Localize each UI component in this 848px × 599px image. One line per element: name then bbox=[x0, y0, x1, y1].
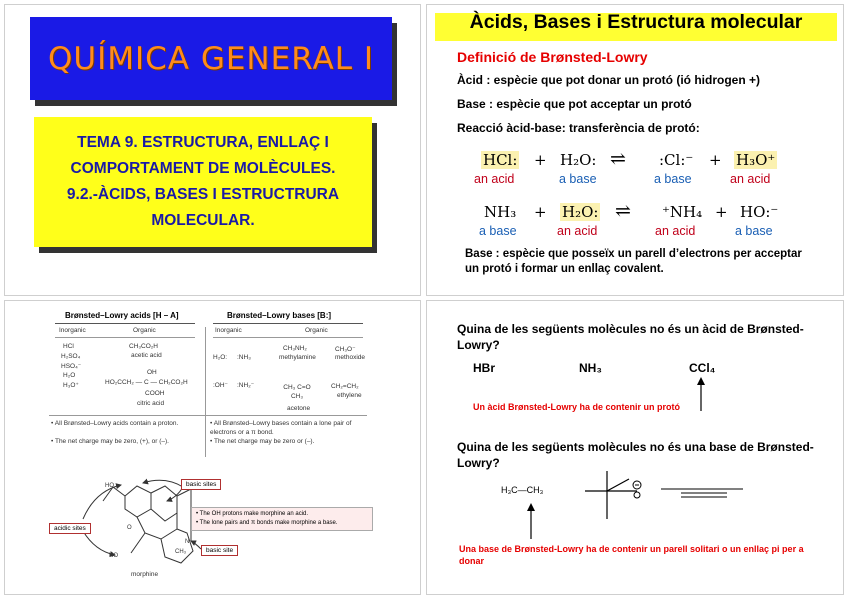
base-item: CH₂=CH₂ bbox=[331, 383, 359, 390]
callout-acidic-sites: acidic sites bbox=[49, 523, 91, 534]
slide-bronsted-definition bbox=[426, 4, 844, 296]
question-1: Quina de les següents molècules no és un àcid de Brønsted-Lowry? bbox=[457, 322, 804, 352]
base-definition: Base : espècie que pot acceptar un protó bbox=[457, 97, 692, 111]
acid-item: HO₂CCH₂ — C — CH₂CO₂H bbox=[105, 379, 188, 386]
base-item-name: acetone bbox=[287, 405, 311, 412]
base-item: :NH₂⁻ bbox=[237, 382, 255, 389]
q2-answer-arrow bbox=[525, 503, 537, 539]
eq1-plus-2: + bbox=[709, 151, 722, 169]
slide-heading: Àcids, Bases i Estructura molecular bbox=[469, 11, 803, 33]
acid-item: CH₃CO₂H bbox=[129, 343, 159, 350]
callout-basic-sites: basic sites bbox=[181, 479, 221, 490]
eq2-equilibrium-arrow: ⇌ bbox=[615, 200, 631, 222]
acid-bullet: • The net charge may be zero, (+), or (–). bbox=[51, 438, 169, 445]
bases-col-organic: Organic bbox=[305, 327, 328, 334]
eq2-ammonium: ⁺NH₄ bbox=[662, 203, 703, 221]
eq1-hcl: HCl: bbox=[483, 151, 518, 169]
acid-item: H₃O⁺ bbox=[63, 382, 79, 389]
base-bullet: • The net charge may be zero or (–). bbox=[210, 438, 315, 445]
q2-option-ethane: H₃C—CH₃ bbox=[501, 485, 544, 495]
topic-box bbox=[34, 117, 372, 247]
bases-col-inorganic: Inorganic bbox=[215, 327, 242, 334]
q1-answer: Un àcid Brønsted-Lowry ha de contenir un protó bbox=[473, 402, 681, 412]
note-line: • The lone pairs and π bonds make morphine a base. bbox=[196, 520, 338, 526]
q2-answer: Una base de Brønsted-Lowry ha de contenir un parell solitari o un enllaç pi per a donar bbox=[459, 544, 804, 566]
molecule-name: morphine bbox=[131, 571, 159, 578]
svg-text:HO: HO bbox=[105, 483, 114, 489]
bases-table-heading: Brønsted–Lowry bases [B:] bbox=[227, 311, 332, 320]
base-item: CH₃O⁻ bbox=[335, 346, 356, 353]
eq1-label-conj-base: a base bbox=[654, 172, 692, 186]
note-line: • The OH protons make morphine an acid. bbox=[196, 511, 309, 517]
acid-item-name: acetic acid bbox=[131, 352, 162, 359]
slide-acid-base-table bbox=[4, 300, 421, 595]
acid-item: OH bbox=[147, 369, 157, 376]
q1-answer-arrow bbox=[695, 377, 707, 411]
slide-title bbox=[4, 4, 421, 296]
acid-item: H₂O bbox=[63, 372, 76, 379]
eq2-label-acid: an acid bbox=[557, 224, 598, 238]
svg-text:CH₃: CH₃ bbox=[175, 549, 187, 555]
topic-line: MOLECULAR. bbox=[151, 212, 255, 229]
topic-line: COMPORTAMENT DE MOLÈCULES. bbox=[70, 160, 336, 177]
base-item-name: ethylene bbox=[337, 392, 362, 399]
q1-option-nh3: NH₃ bbox=[579, 361, 602, 375]
eq1-equilibrium-arrow: ⇌ bbox=[610, 148, 626, 170]
base-item: :NH₃ bbox=[237, 354, 251, 361]
acid-item: H₂SO₄ bbox=[61, 353, 81, 360]
eq2-label-conj-base: a base bbox=[735, 224, 773, 238]
eq1-label-acid: an acid bbox=[474, 172, 515, 186]
definition-subtitle: Definició de Brønsted-Lowry bbox=[457, 49, 648, 65]
slide-questions bbox=[426, 300, 844, 595]
acid-definition: Àcid : espècie que pot donar un protó (ió hidrogen +) bbox=[457, 73, 761, 87]
base-item: H₂O: bbox=[213, 354, 228, 361]
course-title: QUÍMICA GENERAL I bbox=[48, 40, 374, 77]
eq2-ammonia: NH₃ bbox=[484, 203, 517, 221]
svg-text:O: O bbox=[127, 525, 132, 531]
q2-options-structures bbox=[577, 469, 844, 521]
reaction-definition: Reacció àcid-base: transferència de protó: bbox=[457, 121, 700, 135]
callout-basic-site: basic site bbox=[201, 545, 238, 556]
morphine-note bbox=[191, 507, 373, 531]
eq2-label-conj-acid: an acid bbox=[655, 224, 696, 238]
acid-bullet: • All Brønsted–Lowry acids contain a proton. bbox=[51, 420, 179, 427]
base-item-name: methoxide bbox=[335, 354, 365, 361]
topic-line: TEMA 9. ESTRUCTURA, ENLLAÇ I bbox=[77, 134, 329, 151]
q1-option-hbr: HBr bbox=[473, 361, 496, 375]
base-item-name: methylamine bbox=[279, 354, 316, 361]
acid-item: COOH bbox=[145, 390, 165, 397]
svg-text:HO: HO bbox=[109, 553, 118, 559]
eq1-label-base: a base bbox=[559, 172, 597, 186]
question-2: Quina de les següents molècules no és una base de Brønsted-Lowry? bbox=[457, 440, 814, 470]
course-title-box bbox=[30, 17, 392, 100]
base-bullet: • All Brønsted–Lowry bases contain a lone pair of electrons or a π bond. bbox=[210, 420, 352, 436]
eq1-hydronium: H₃O⁺ bbox=[736, 151, 776, 169]
topic-line: 9.2.-ÀCIDS, BASES I ESTRUCTRURA bbox=[66, 186, 340, 203]
acids-col-organic: Organic bbox=[133, 327, 156, 334]
base-item: CH₃NH₂ bbox=[283, 345, 307, 352]
eq2-hydroxide: HO:⁻ bbox=[740, 203, 779, 221]
eq1-water: H₂O: bbox=[560, 151, 597, 169]
svg-text:N: N bbox=[185, 539, 190, 545]
base-item: :OH⁻ bbox=[213, 382, 228, 389]
eq2-plus: + bbox=[534, 203, 547, 221]
eq2-water: H₂O: bbox=[562, 203, 599, 221]
eq1-plus: + bbox=[534, 151, 547, 169]
acid-item: HSO₄⁻ bbox=[61, 363, 82, 370]
acid-item-name: citric acid bbox=[137, 400, 165, 407]
eq1-chloride: :Cl:⁻ bbox=[659, 151, 694, 169]
eq2-label-base: a base bbox=[479, 224, 517, 238]
eq2-plus-2: + bbox=[715, 203, 728, 221]
acids-col-inorganic: Inorganic bbox=[59, 327, 86, 334]
acids-table-heading: Brønsted–Lowry acids [H – A] bbox=[65, 311, 179, 320]
q1-option-ccl4: CCl₄ bbox=[689, 361, 716, 375]
base-lone-pair-note: Base : espècie que posseïx un parell d’electrons per acceptar un protó i formar un enllaç covalent. bbox=[465, 248, 802, 275]
eq1-label-conj-acid: an acid bbox=[730, 172, 771, 186]
base-item: CH₃ C=O CH₃ bbox=[283, 384, 311, 400]
acid-item: HCl bbox=[63, 343, 74, 350]
